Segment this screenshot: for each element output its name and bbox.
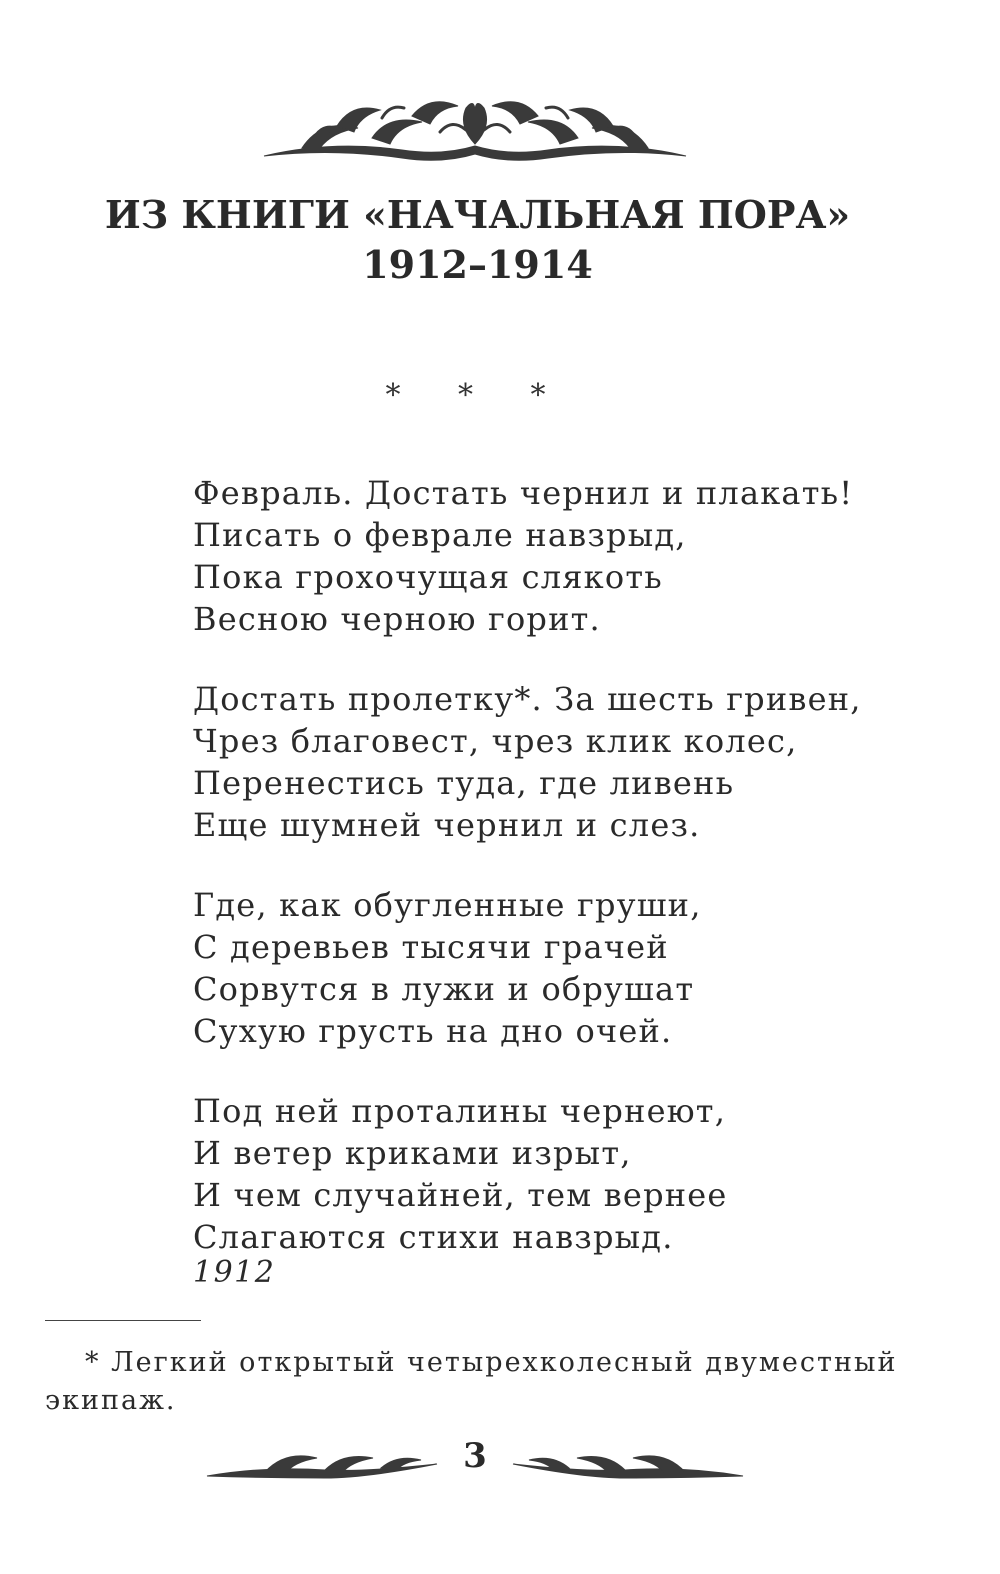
footnote-divider <box>45 1320 201 1321</box>
poem-line: Где, как обугленные груши, <box>193 886 702 924</box>
poem-line: Писать о феврале навзрыд, <box>193 516 687 554</box>
flourish-right-icon <box>513 1456 743 1478</box>
poem-line: Перенестись туда, где ливень <box>193 764 735 802</box>
stanza <box>193 678 913 846</box>
poem-line: Пока грохочущая слякоть <box>193 558 663 596</box>
poem-line: Весною черною горит. <box>193 600 601 638</box>
poem-line: И чем случайней, тем вернее <box>193 1176 728 1214</box>
section-title <box>0 190 955 290</box>
poem-line: И ветер криками изрыт, <box>193 1134 632 1172</box>
scroll-ornament-icon <box>262 88 688 168</box>
poem-line: Сухую грусть на дно очей. <box>193 1012 673 1050</box>
stanza <box>193 1090 913 1258</box>
poem-body <box>193 472 913 1296</box>
page-number: 3 <box>463 1436 487 1476</box>
footnote-text: * Легкий открытый четырехколесный двуместный экипаж. <box>45 1347 898 1416</box>
poem-line: Сорвутся в лужи и обрушат <box>193 970 695 1008</box>
poem-line: Чрез благовест, чрез клик колес, <box>193 722 798 760</box>
section-title-line-2: 1912–1914 <box>362 242 593 287</box>
poem-line: Достать пролетку*. За шесть гривен, <box>193 680 862 718</box>
poem-date: 1912 <box>193 1255 276 1290</box>
poem-line: Еще шумней чернил и слез. <box>193 806 701 844</box>
poem-line: Слагаются стихи навзрыд. <box>193 1218 674 1256</box>
poem-line: С деревьев тысячи грачей <box>193 928 669 966</box>
stanza <box>193 884 913 1052</box>
section-title-line-1: ИЗ КНИГИ «НАЧАЛЬНАЯ ПОРА» <box>104 192 851 237</box>
flourish-left-icon <box>207 1456 437 1478</box>
poem-line: Февраль. Достать чернил и плакать! <box>193 474 854 512</box>
poem-line: Под ней проталины чернеют, <box>193 1092 727 1130</box>
poem-asterism: * * * <box>385 378 570 413</box>
stanza <box>193 472 913 640</box>
